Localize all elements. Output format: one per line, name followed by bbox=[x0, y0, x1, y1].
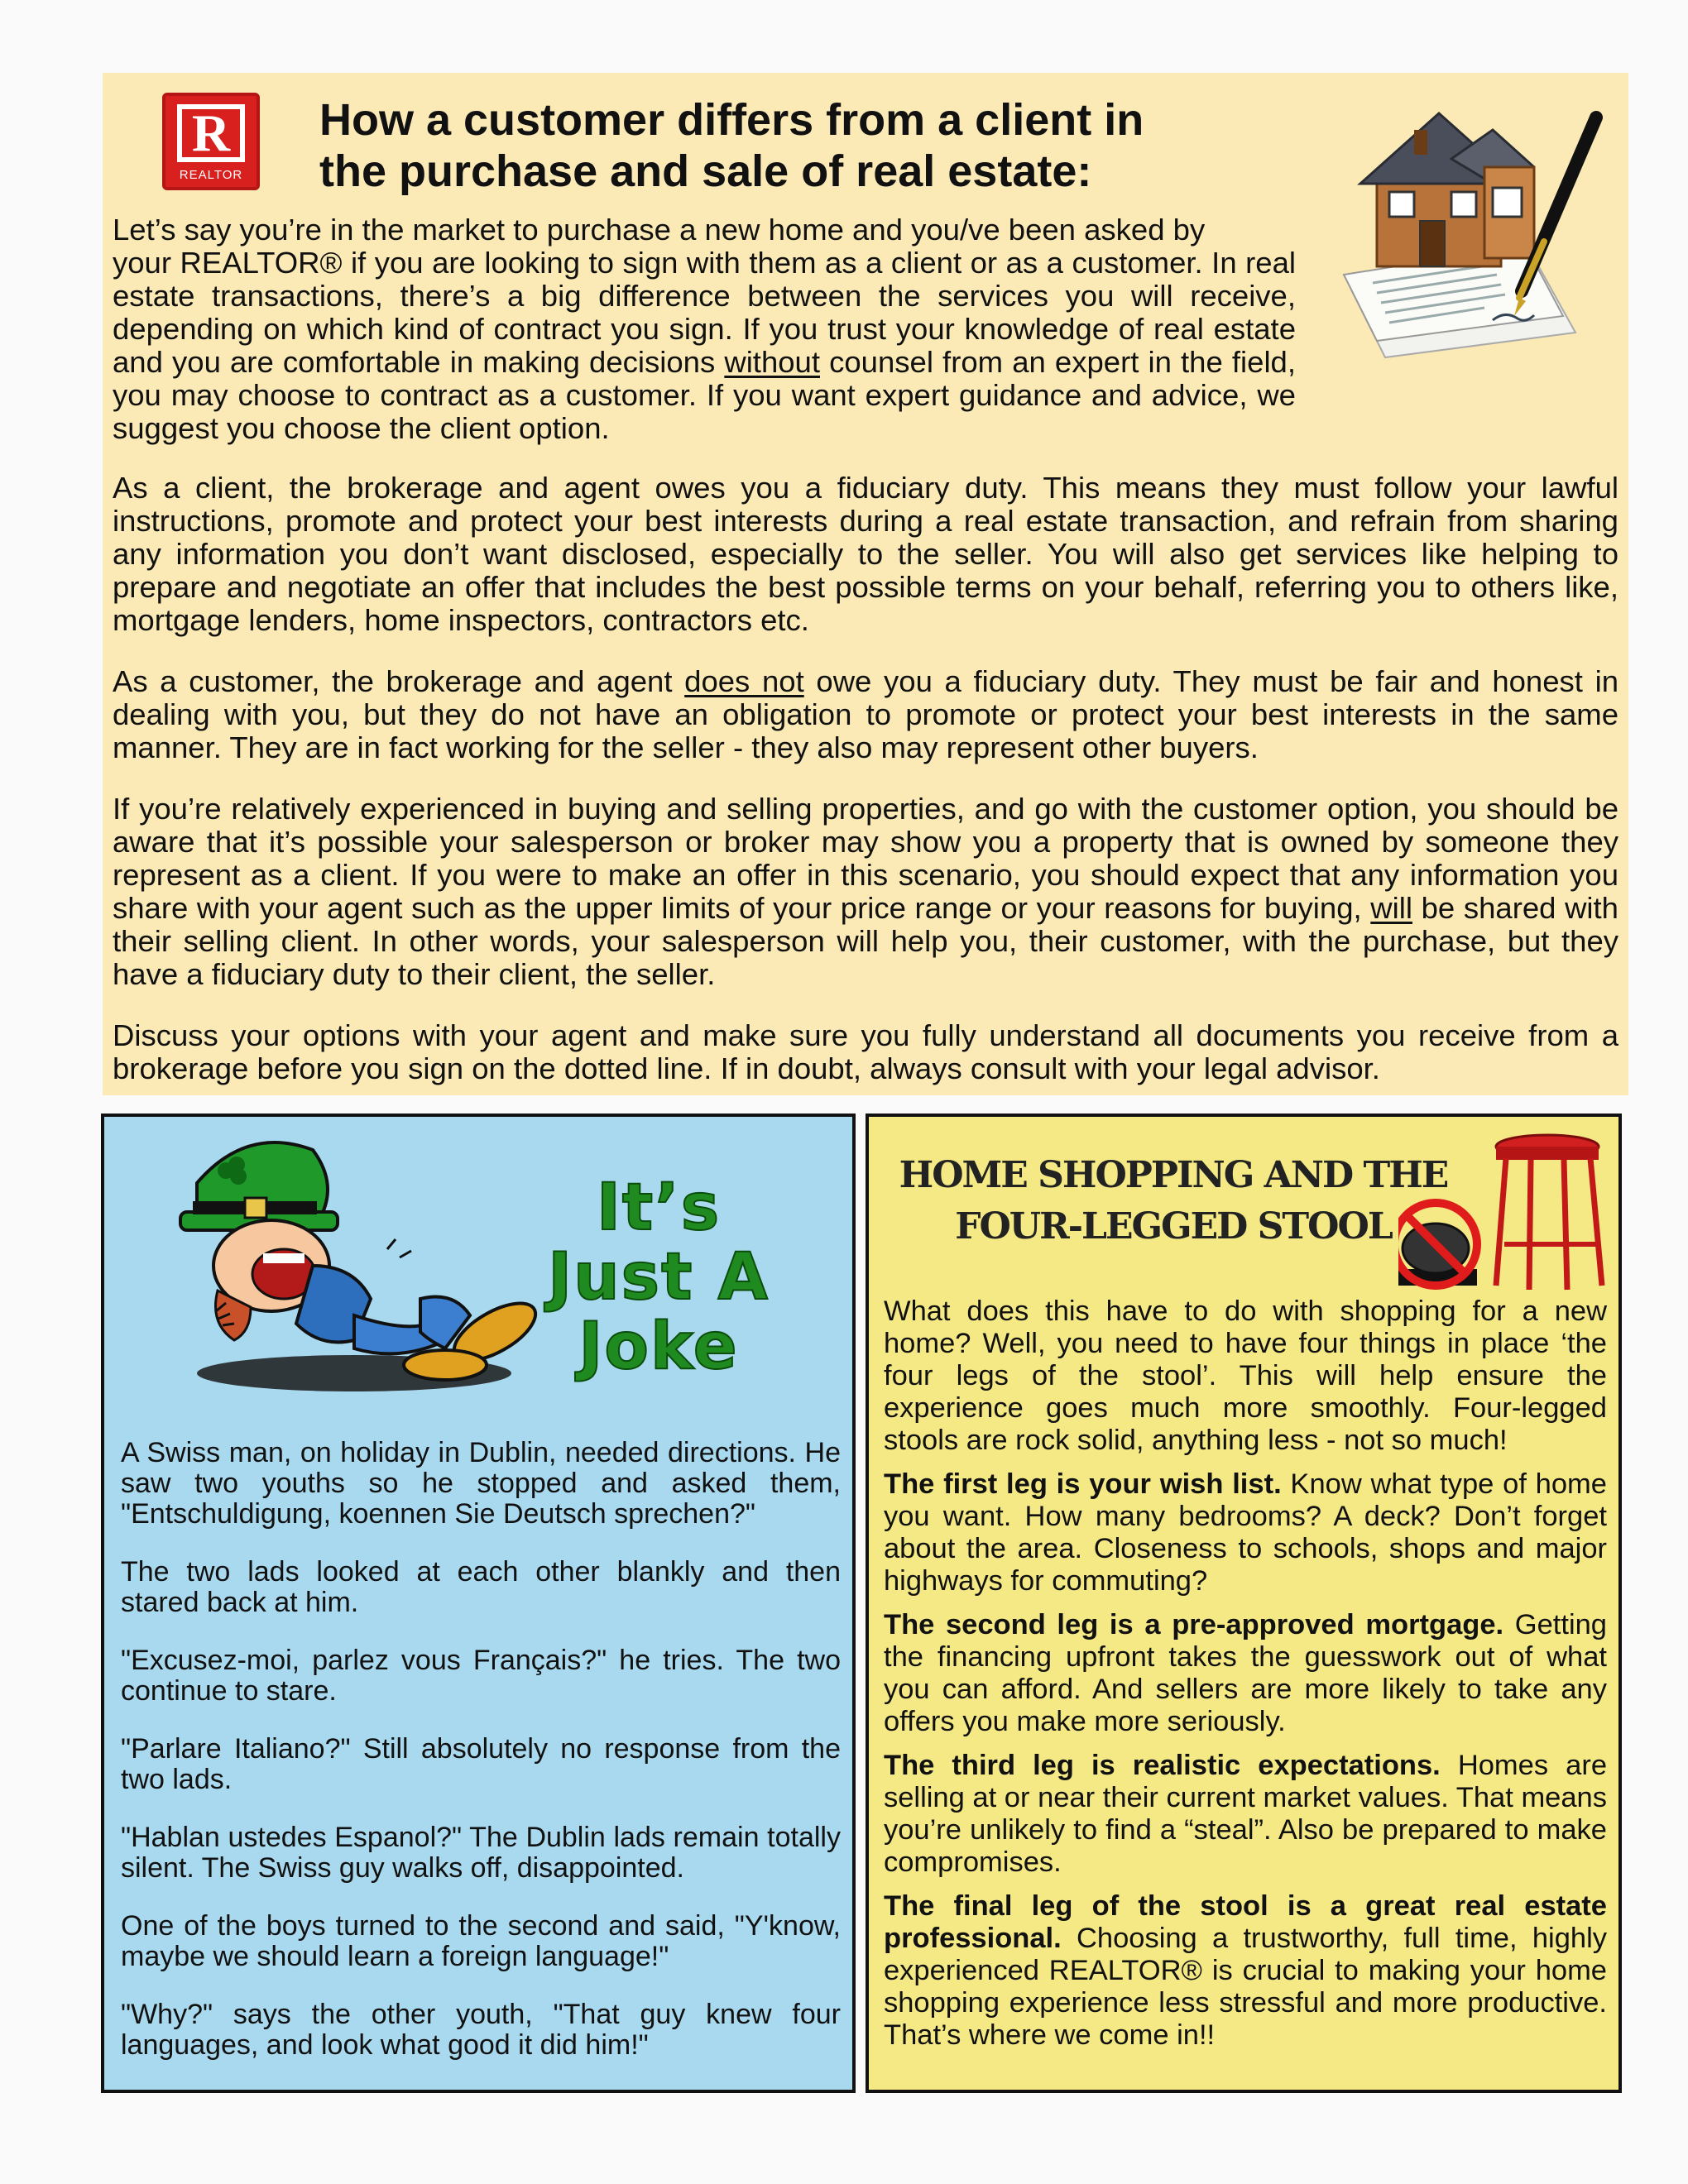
discuss-paragraph: Discuss your options with your agent and make sure you fully understand all documents you receive from a brokerage before you sign on the dotted line. If in doubt, always consult with your legal advisor. bbox=[113, 1018, 1618, 1085]
intro-text-before: your REALTOR® if you are looking to sign with them as a client or as a customer. In real estate transactions, there’s a big difference between the services you will receive, depending on which kind of contract you sign. If you trust your knowledge of real estate and you are comfortable in making decisions bbox=[113, 246, 1296, 379]
joke-text bbox=[121, 1438, 841, 2088]
joke-heading-line-3: Joke bbox=[578, 1310, 739, 1384]
stool-heading-line-1: HOME SHOPPING AND THE bbox=[899, 1154, 1448, 1196]
stool-leg-4-text: Choosing a trustworthy, full time, highly experienced REALTOR® is crucial to making your home shopping experience less stressful and more productive. That’s where we come in!! bbox=[884, 1923, 1607, 2051]
page-title-line-1: How a customer differs from a client in bbox=[319, 95, 1144, 145]
realtor-logo bbox=[162, 93, 260, 190]
stool-leg-3-title: The third leg is realistic expectations. bbox=[884, 1750, 1441, 1781]
stool-leg-2-title: The second leg is a pre-approved mortgage. bbox=[884, 1609, 1504, 1640]
customer-paragraph bbox=[113, 665, 1618, 764]
experienced-emphasis: will bbox=[1370, 891, 1412, 925]
page-title bbox=[319, 94, 1144, 197]
joke-paragraph: One of the boys turned to the second and said, "Y'know, maybe we should learn a foreign language!" bbox=[121, 1910, 841, 1972]
stool-leg-1-title: The first leg is your wish list. bbox=[884, 1468, 1282, 1500]
intro-text-after: counsel from an expert in the field, you may choose to contract as a customer. If you want expert guidance and advice, we suggest you choose the client option. bbox=[113, 345, 1296, 445]
stool-heading-line-2: FOUR-LEGGED STOOL bbox=[955, 1205, 1392, 1248]
stool-panel bbox=[866, 1114, 1622, 2093]
joke-heading bbox=[493, 1173, 824, 1382]
client-paragraph: As a client, the brokerage and agent owes you a fiduciary duty. This means they must follow your lawful instructions, promote and protect your best interests during a real estate transaction, and refrain from sharing any information you don’t want disclosed, especially to the seller. You will also get services like helping to prepare and negotiate an offer that includes the best possible terms on your behalf, referring you to others like, mortgage lenders, home inspectors, contractors etc. bbox=[113, 471, 1618, 637]
joke-heading-line-1: It’s bbox=[596, 1171, 722, 1245]
joke-paragraph: "Excusez-moi, parlez vous Français?" he tries. The two continue to stare. bbox=[121, 1645, 841, 1707]
customer-text-before: As a customer, the brokerage and agent bbox=[113, 664, 685, 698]
joke-paragraph: The two lads looked at each other blankly and then stared back at him. bbox=[121, 1556, 841, 1618]
realtor-logo-letter: R bbox=[177, 104, 245, 162]
stool-leg-4-title: The final leg of the stool is a great real estate professional. bbox=[884, 1890, 1607, 1954]
joke-paragraph: "Parlare Italiano?" Still absolutely no response from the two lads. bbox=[121, 1733, 841, 1795]
stool-leg-3-text: Homes are selling at or near their current market values. That means you’re unlikely to find a “steal”. Also be prepared to make compromises. bbox=[884, 1750, 1608, 1878]
customer-text-after: owe you a fiduciary duty. They must be fair and honest in dealing with you, but they do not have an obligation to promote or protect your best interests in the same manner. They are in fact working for the seller - they also may represent other buyers. bbox=[113, 664, 1618, 764]
intro-first-line: Let’s say you’re in the market to purchase a new home and you/ve been asked by bbox=[113, 213, 1206, 247]
stool-leg-4 bbox=[884, 1890, 1607, 2052]
joke-heading-line-2: Just A bbox=[548, 1240, 770, 1315]
intro-emphasis: without bbox=[724, 345, 820, 379]
stool-intro: What does this have to do with shopping for a new home? Well, you need to have four things in place ‘the four legs of the stool’. This will help ensure the experience goes much more smoothly. Four-legged stools are rock solid, anything less - not so much! bbox=[884, 1296, 1607, 1456]
experienced-text-after: be shared with their selling client. In other words, your salesperson will help you, their customer, with the purchase, but they have a fiduciary duty to their client, the seller. bbox=[113, 891, 1618, 991]
intro-paragraph bbox=[113, 213, 1618, 453]
joke-paragraph: "Why?" says the other youth, "That guy knew four languages, and look what good it did him!" bbox=[121, 1999, 841, 2061]
page-title-line-2: the purchase and sale of real estate: bbox=[319, 146, 1092, 196]
stool-leg-1 bbox=[884, 1468, 1607, 1597]
stool-leg-2 bbox=[884, 1609, 1607, 1738]
joke-panel bbox=[101, 1114, 856, 2093]
stool-heading bbox=[892, 1150, 1455, 1252]
illustration-spacer bbox=[1296, 247, 1618, 453]
stool-text bbox=[884, 1296, 1607, 2063]
experienced-text-before: If you’re relatively experienced in buying and selling properties, and go with the customer option, you should be aware that it’s possible your salesperson or broker may show you a property that is owned by someone they represent as a client. If you were to make an offer in this scenario, you should expect that any information you share with your agent such as the upper limits of your price range or your reasons for buying, bbox=[113, 792, 1618, 925]
customer-emphasis: does not bbox=[684, 664, 804, 698]
joke-paragraph: "Hablan ustedes Espanol?" The Dublin lads remain totally silent. The Swiss guy walks off, disappointed. bbox=[121, 1822, 841, 1884]
stool-leg-2-text: Getting the financing upfront takes the guesswork out of what you can afford. And sellers are more likely to take any offers you make more seriously. bbox=[884, 1609, 1607, 1737]
stool-leg-3 bbox=[884, 1750, 1607, 1879]
article-panel bbox=[103, 73, 1628, 1095]
realtor-logo-word: REALTOR bbox=[179, 168, 243, 182]
stool-leg-1-text: Know what type of home you want. How many bedrooms? A deck? Don’t forget about the area. Closeness to schools, shops and major highways for commuting? bbox=[884, 1468, 1607, 1597]
stool-illustration bbox=[1398, 1128, 1622, 1294]
experienced-paragraph bbox=[113, 793, 1618, 991]
joke-paragraph: A Swiss man, on holiday in Dublin, needed directions. He saw two youths so he stopped and asked them, "Entschuldigung, koennen Sie Deutsch sprechen?" bbox=[121, 1437, 841, 1530]
